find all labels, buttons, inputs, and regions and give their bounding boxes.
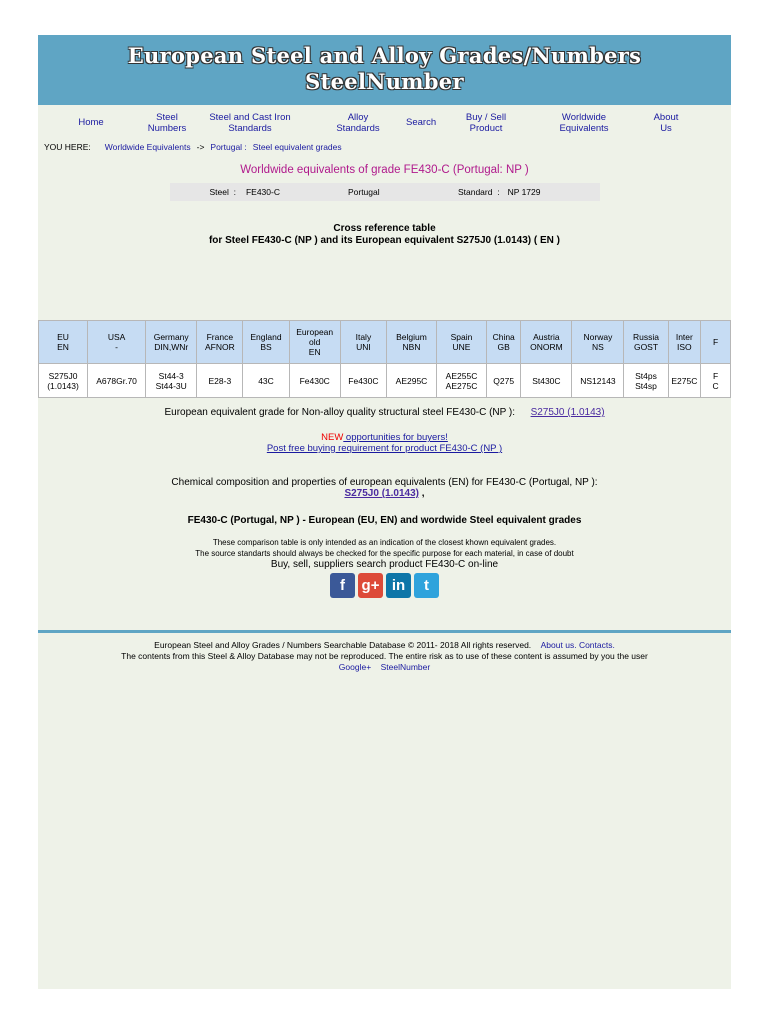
breadcrumb-arrow: -> xyxy=(196,142,205,152)
info-bar xyxy=(170,183,600,201)
table-value-cell: Fe430C xyxy=(340,364,386,398)
breadcrumb-worldwide[interactable]: Worldwide Equivalents xyxy=(104,142,191,152)
table-value-cell: Q275 xyxy=(487,364,521,398)
table-header-cell: Russia GOST xyxy=(624,321,668,364)
post-request-link[interactable]: Post free buying requirement for product FE430-C (NP ) xyxy=(266,443,503,454)
footer-divider xyxy=(38,630,731,633)
steel-value: FE430-C xyxy=(245,187,280,197)
cross-reference-title: Cross reference table for Steel FE430-C (NP ) and its European equivalent S275J0 (1.0143) ( EN ) xyxy=(208,223,561,246)
steelnumber-link[interactable]: SteelNumber xyxy=(380,662,431,672)
googleplus-link[interactable]: Google+ xyxy=(338,662,372,672)
breadcrumb-grades[interactable]: Steel equivalent grades xyxy=(252,142,342,152)
table-header-cell: Spain UNE xyxy=(437,321,487,364)
table-header-cell: Germany DIN,WNr xyxy=(146,321,197,364)
facebook-icon[interactable]: f xyxy=(330,573,355,598)
table-value-cell: E28-3 xyxy=(197,364,243,398)
contacts-link[interactable]: Contacts. xyxy=(578,640,615,650)
nav-alloy-standards[interactable]: Alloy Standards xyxy=(336,111,380,134)
nav-buy-sell[interactable]: Buy / Sell Product xyxy=(465,111,507,134)
summary-title: FE430-C (Portugal, NP ) - European (EU, EN) and wordwide Steel equivalent grades xyxy=(187,515,582,526)
chemical-line: Chemical composition and properties of european equivalents (EN) for FE430-C (Portugal, NP ): xyxy=(171,477,598,488)
nav-standards[interactable]: Steel and Cast Iron Standards xyxy=(209,111,291,134)
table-header-cell: Italy UNI xyxy=(340,321,386,364)
site-title: European Steel and Alloy Grades/Numbers xyxy=(127,43,642,68)
content-lower xyxy=(38,407,731,598)
breadcrumb-label: YOU HERE: xyxy=(44,142,91,152)
table-value-cell: NS12143 xyxy=(572,364,624,398)
footer: European Steel and Alloy Grades / Numbers Searchable Database © 2011- 2018 All rights reserved. About us. Contacts. The contents from this Steel & Alloy Database may not be reproduced. The entire risk as to use of these content is assumed by you the user Google+ SteelNumber xyxy=(121,640,648,672)
nav-worldwide-equivalents[interactable]: Worldwide Equivalents xyxy=(559,111,609,134)
post-request-line xyxy=(38,443,731,454)
opportunities-link[interactable]: opportunities for buyers! xyxy=(343,432,448,443)
equivalents-table xyxy=(38,320,731,398)
googleplus-icon[interactable]: g+ xyxy=(358,573,383,598)
table-header-cell: F xyxy=(701,321,731,364)
table-value-cell: S275J0 (1.0143) xyxy=(39,364,88,398)
disclaimer: These comparison table is only intended as an indication of the closest khown equivalent grades. The source standarts should always be checked for the specific purpose for each material, in case of doubt xyxy=(195,538,574,558)
table-header-cell: China GB xyxy=(487,321,521,364)
new-badge: NEW xyxy=(321,432,344,443)
table-header-cell: France AFNOR xyxy=(197,321,243,364)
nav-about[interactable]: About Us xyxy=(653,111,679,134)
table-header-cell: USA - xyxy=(88,321,146,364)
table-header-cell: Inter ISO xyxy=(668,321,701,364)
country-value: Portugal xyxy=(347,187,380,197)
table-value-cell: 43C xyxy=(243,364,289,398)
table-value-cell: F C xyxy=(701,364,731,398)
nav-steel-numbers[interactable]: Steel Numbers xyxy=(147,111,187,134)
table-header-cell: EU EN xyxy=(39,321,88,364)
standard-value: NP 1729 xyxy=(507,187,541,197)
equivalent-link[interactable]: S275J0 (1.0143) xyxy=(530,407,605,418)
table-value-cell: A678Gr.70 xyxy=(88,364,146,398)
buy-sell-line: Buy, sell, suppliers search product FE430-C on-line xyxy=(270,559,499,570)
site-subtitle: SteelNumber xyxy=(305,69,464,94)
linkedin-icon[interactable]: in xyxy=(386,573,411,598)
chemical-link-line: S275J0 (1.0143) , xyxy=(344,488,425,499)
about-link[interactable]: About us. xyxy=(540,640,577,650)
table-header-cell: Austria ONORM xyxy=(521,321,572,364)
table-header-cell: Norway NS xyxy=(572,321,624,364)
breadcrumb xyxy=(38,140,731,154)
page xyxy=(38,35,731,989)
site-banner xyxy=(38,35,731,105)
table-value-cell: AE295C xyxy=(386,364,436,398)
social-buttons xyxy=(38,573,731,598)
page-heading: Worldwide equivalents of grade FE430-C (Portugal: NP ) xyxy=(240,164,529,176)
breadcrumb-portugal[interactable]: Portugal : xyxy=(210,142,247,152)
table-value-cell: AE255C AE275C xyxy=(437,364,487,398)
table-value-cell: E275C xyxy=(668,364,701,398)
nav-search[interactable]: Search xyxy=(406,117,437,128)
opportunities-line xyxy=(38,432,731,443)
table-value-cell: St44-3 St44-3U xyxy=(146,364,197,398)
table-value-cell: Fe430C xyxy=(289,364,340,398)
steel-label: Steel : xyxy=(209,187,236,197)
nav-home[interactable]: Home xyxy=(78,117,104,128)
standard-label: Standard : xyxy=(457,187,500,197)
equivalent-line: European equivalent grade for Non-alloy quality structural steel FE430-C (NP ): S275J0 (1.0143) xyxy=(164,407,605,418)
main-nav xyxy=(38,105,731,140)
table-value-cell: St430C xyxy=(521,364,572,398)
table-value-cell: St4ps St4sp xyxy=(624,364,668,398)
twitter-icon[interactable]: t xyxy=(414,573,439,598)
table-header-cell: England BS xyxy=(243,321,289,364)
table-header-cell: Belgium NBN xyxy=(386,321,436,364)
chemical-link[interactable]: S275J0 (1.0143) xyxy=(344,488,419,499)
table-header-cell: European old EN xyxy=(289,321,340,364)
